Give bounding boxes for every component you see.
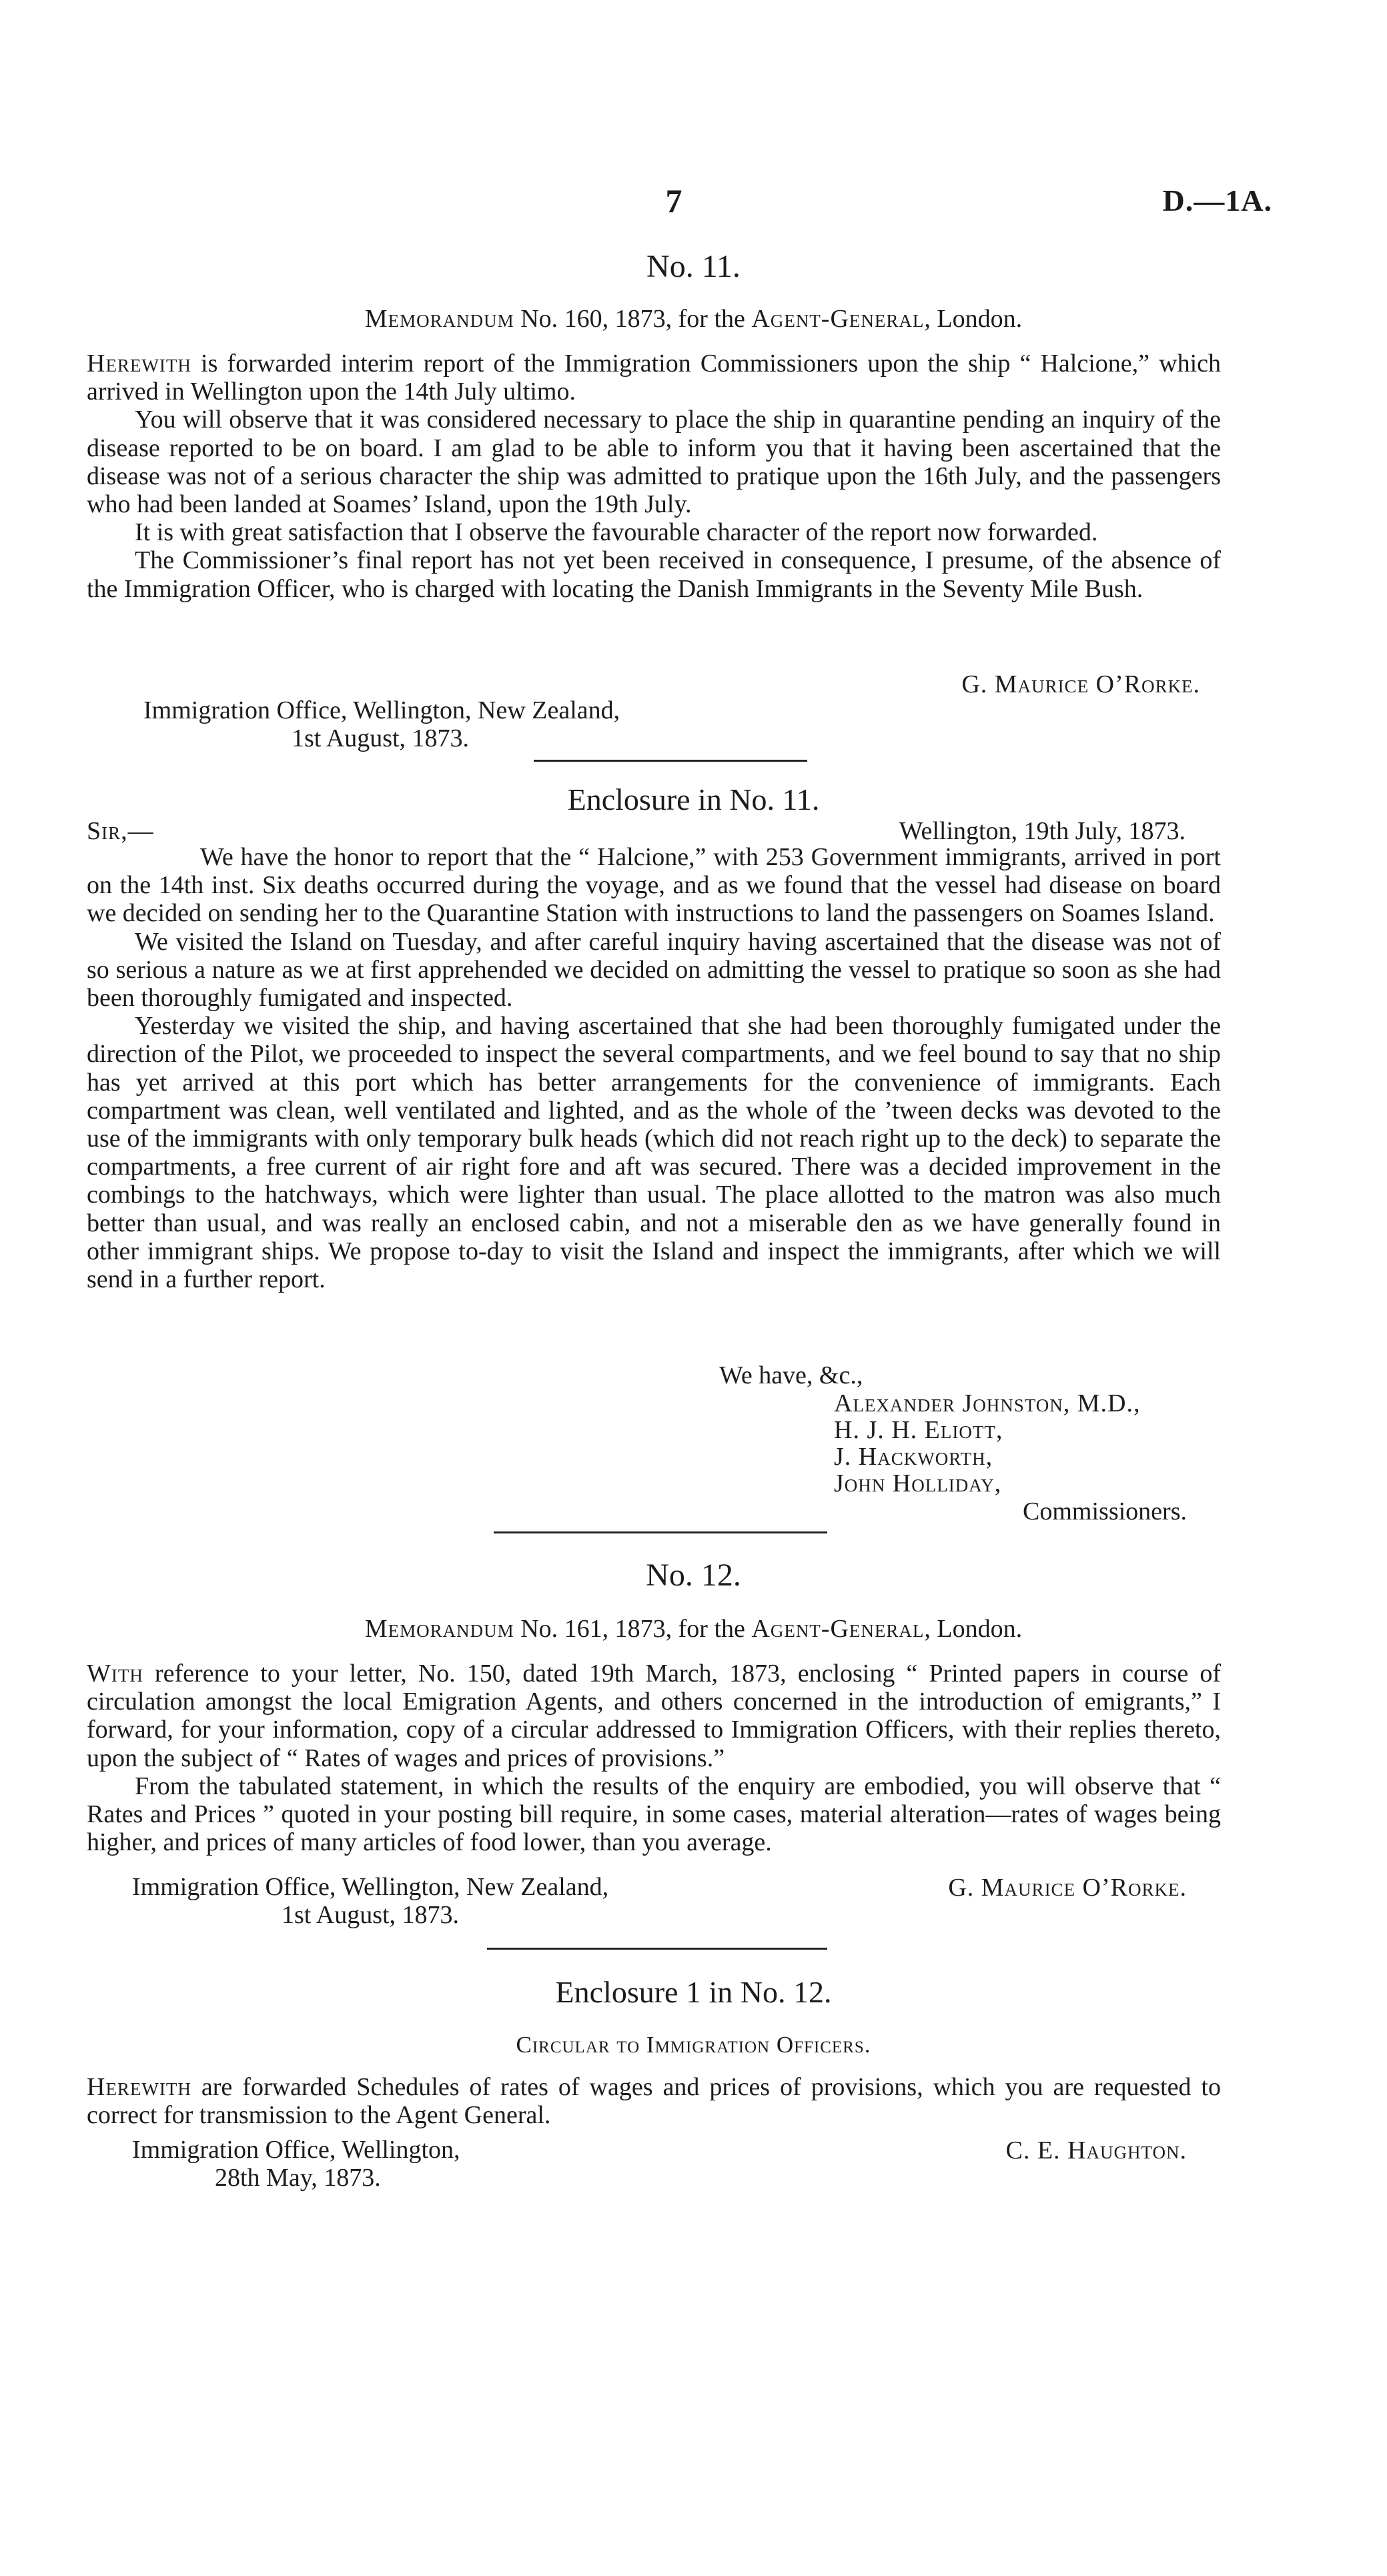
signature-no11: G. Maurice O’Rorke. (961, 670, 1200, 698)
section-title-no11: No. 11. (646, 249, 741, 284)
memorandum-heading-no12 (0, 1614, 1387, 1644)
signatories-role: Commissioners. (1023, 1497, 1187, 1525)
paragraph: We visited the Island on Tuesday, and after careful inquiry having ascertained that the disease was not of so serious a nature as we at first apprehended we decided on admitting the vessel to pratique so soon as she had been thoroughly fumigated and inspected. (87, 927, 1221, 1013)
address-line2-no12: 1st August, 1873. (282, 1901, 460, 1929)
lead-word: With (87, 1660, 143, 1688)
paragraph-text: are forwarded Schedules of rates of wages and prices of provisions, which you are requested to correct for transmission to the Agent General. (87, 2073, 1221, 2130)
paragraph-text: reference to your letter, No. 150, dated 19th March, 1873, enclosing “ Printed papers in course of circulation amongst the local Emigration Agents, and others concerned in the introduction of emigrants,” I forward, for your information, copy of a circular addressed to Immigration Officers, with their replies thereto, upon the subject of “ Rates of wages and prices of provisions.” (87, 1660, 1221, 1772)
signatory: Alexander Johnston, M.D., (834, 1389, 1141, 1417)
memo-label: Memorandum (364, 305, 514, 333)
enclosure-title-no11: Enclosure in No. 11. (567, 782, 820, 816)
signature-circular: C. E. Haughton. (1005, 2136, 1187, 2164)
memo-place: , London. (924, 305, 1023, 333)
address-line2-circular: 28th May, 1873. (215, 2164, 381, 2192)
paragraph: We have the honor to report that the “ Halcione,” with 253 Government immigrants, arrived in port on the 14th inst. Six deaths occurred during the voyage, and as we found that the vessel had disease on board we decided on sending her to the Quarantine Station with instructions to land the passengers on Soames Island. (87, 843, 1221, 928)
divider (487, 1948, 827, 1950)
memo-agent: Agent-General (751, 1615, 925, 1643)
address-line1-no12: Immigration Office, Wellington, New Zealand, (132, 1873, 609, 1901)
memo-place: , London. (924, 1615, 1023, 1643)
paragraph: The Commissioner’s final report has not yet been received in consequence, I presume, of the absence of the Immigration Officer, who is charged with locating the Danish Immigrants in the Seventy Mile Bush. (87, 546, 1221, 603)
section-title-no12: No. 12. (646, 1557, 741, 1593)
address-line2-no11: 1st August, 1873. (292, 724, 470, 752)
memo-body-no11 (87, 350, 1221, 603)
paragraph-text: is forwarded interim report of the Immigration Commissioners upon the ship “ Halcione,” which arrived in Wellington upon the 14th July ultimo. (87, 350, 1221, 406)
signatory: J. Hackworth, (834, 1443, 993, 1471)
signatory: John Holliday, (834, 1469, 1002, 1497)
address-line1-no11: Immigration Office, Wellington, New Zealand, (143, 696, 620, 724)
paragraph: You will observe that it was considered necessary to place the ship in quarantine pending an inquiry of the disease reported to be on board. I am glad to be able to inform you that it having been ascertained that the disease was not of a serious character the ship was admitted to pratique upon the 16th July, and the passengers who had been landed at Soames’ Island, upon the 19th July. (87, 406, 1221, 519)
divider (494, 1531, 827, 1533)
enclosure-title-no12: Enclosure 1 in No. 12. (555, 1975, 832, 2009)
signature-no12: G. Maurice O’Rorke. (948, 1874, 1187, 1902)
document-reference: D.—1A. (1162, 183, 1272, 217)
memorandum-heading-no11 (0, 304, 1387, 334)
letter-body-enclosure-no11 (87, 843, 1221, 1293)
closing: We have, &c., (719, 1361, 863, 1389)
paragraph (87, 1660, 1221, 1772)
memo-agent: Agent-General (751, 305, 925, 333)
memo-text: No. 160, 1873, for the (514, 305, 752, 333)
lead-word: Herewith (87, 350, 191, 378)
paragraph: From the tabulated statement, in which the results of the enquiry are embodied, you will observe that “ Rates and Prices ” quoted in your posting bill require, in some cases, material alteration—rates of wages being higher, and prices of many articles of food lower, than you average. (87, 1772, 1221, 1857)
memo-body-no12 (87, 1660, 1221, 1856)
paragraph: Yesterday we visited the ship, and having ascertained that she had been thoroughly fumigated under the direction of the Pilot, we proceeded to inspect the several compartments, and we feel bound to say that no ship has yet arrived at this port which has better arrangements for the convenience of immigrants. Each compartment was clean, well ventilated and lighted, and as the whole of the ’tween decks was devoted to the use of the immigrants with only temporary bulk heads (which did not reach right up to the deck) to separate the compartments, a free current of air right fore and aft was secured. There was a decided improvement in the combings to the hatchways, which were lighter than usual. The place allotted to the matron was also much better than usual, and was really an enclosed cabin, and not a miserable den as we have generally found in other immigrant ships. We propose to-day to visit the Island and inspect the immigrants, after which we will send in a further report. (87, 1012, 1221, 1294)
address-line1-circular: Immigration Office, Wellington, (132, 2136, 460, 2164)
signatory: H. J. H. Eliott, (834, 1416, 1003, 1444)
place-date: Wellington, 19th July, 1873. (899, 817, 1186, 845)
paragraph: It is with great satisfaction that I observe the favourable character of the report now forwarded. (135, 518, 1098, 547)
lead-word: Herewith (87, 2073, 191, 2101)
divider (534, 760, 807, 762)
memo-label: Memorandum (364, 1615, 514, 1643)
paragraph (87, 2073, 1221, 2129)
memo-text: No. 161, 1873, for the (514, 1615, 752, 1643)
circular-heading: Circular to Immigration Officers. (516, 2032, 871, 2058)
circular-body (87, 2073, 1221, 2129)
page-number: 7 (665, 182, 682, 219)
salutation: Sir,— (87, 817, 154, 845)
paragraph (87, 350, 1221, 406)
